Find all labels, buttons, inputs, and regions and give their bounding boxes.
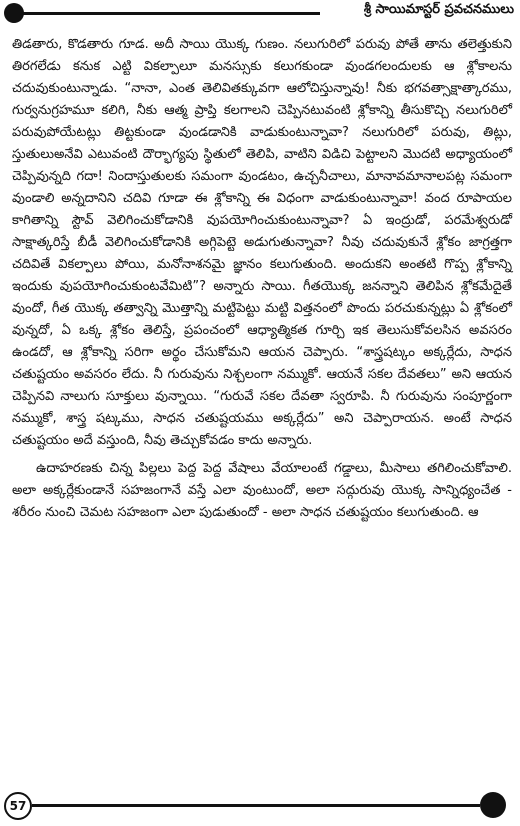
- running-title: శ్రీ సాయిమాస్టర్ ప్రవచనములు: [363, 2, 514, 17]
- footer-ornament-dot: [480, 792, 506, 818]
- header-rule: [20, 12, 320, 15]
- paragraph-1: తిడతారు, కొడతారు గూడ. అదీ సాయి యొక్క గుణం. నలుగురిలో పరువు పోతే తాను తలెత్తుకుని తిరగలేడు కనుక ఎట్టి వికల్పాలూ మనస్సుకు కలుగకుండా వుండగలందులకు ఆ శ్లోకాలను చదువుకుంటున్నాడు. “నానా, ఎంత తెలివితక్కువగా ఆలోచిస్తున్నావు! నీకు భగవత్సాక్షాత్కారము, గుర్వనుగ్రహమూ కలిగి, నీకు ఆత్మ ప్రాప్తి కలగాలని చెప్పినటువంటి శ్లోకాన్ని తీసుకొచ్చి నలుగురిలో పరువుపోయేటట్లు తిట్టకుండా వుండడానికి వాడుకుంటున్నావా? నలుగురిలో పరువు, తిట్లు, స్తుతులుఅనేవి ఎటువంటి దౌర్భాగ్యపు స్థితులో తెలిపి, వాటిని విడిచి పెట్టాలని మొదటి అధ్యాయంలో చెప్పివున్నది గదా! నిందాస్తుతులకు సమంగా వుండటం, ఉచ్చనీచాలు, మానావమానాలపట్ల సమంగా వుండాలి అన్నదానిని చదివి గూడా ఈ శ్లోకాన్ని ఈ విధంగా వాడుకుంటున్నావా! వంద రూపాయల కాగితాన్ని స్టౌవ్ వెలిగించుకోడానికి వుపయోగించుకుంటున్నావా? ఏ ఇంద్రుడో, పరమేశ్వరుడో సాక్షాత్కరిస్తే బీడీ వెలిగించుకోడానికి అగ్గిపెట్టె అడుగుతున్నావా? నీవు చదువుకునే శ్లోకం జాగ్రత్తగా చదివితే వికల్పాలు పోయి, మనోనాశనమై జ్ఞానం కలుగుతుంది. అందుకని అంతటి గొప్ప శ్లోకాన్ని ఇందుకు వుపయోగించుకుంటవేమిటి”? అన్నారు సాయి. గీతయొక్క జనన్నాని తెలిపిన శ్లోకమేదైతే వుందో, గీత యొక్క తత్వాన్ని మొత్తాన్ని మట్టిపెట్టు మట్టి విత్తనంలో పొందు పరచుకున్నట్లు ఏ శ్లోకంలో వున్నదో, ఏ ఒక్క శ్లోకం తెలిస్తే, ప్రపంచంలో ఆధ్యాత్మికత గూర్చి ఇక తెలుసుకోవలసిన అవసరం ఉండదో, ఆ శ్లోకాన్ని సరిగా అర్థం చేసుకోమని ఆయన చెప్పారు. “శాస్త్రషట్కం అక్కర్లేదు, సాధన చతుష్టయం అవసరం లేదు. నీ గురువును నిశ్చలంగా నమ్ముకో. ఆయనే సకల దేవతలు” అని ఆయన చెప్పినవి నాలుగు సూక్తులు వున్నాయి. “గురువే సకల దేవతా స్వరూపి. నీ గురువును సంపూర్ణంగా నమ్ముకో, శాస్త్ర షట్కము, సాధన చతుష్టయము అక్కర్లేదు” అని చెప్పారాయన. అంటే సాధన చతుష్టయం అదే వస్తుంది, నీవు తెచ్చుకోవడం కాదు అన్నారు.: [12, 37, 512, 448]
- footer-rule: [32, 804, 480, 807]
- body-text: [12, 34, 512, 524]
- page-header: [0, 0, 520, 30]
- paragraph-2: ఉదాహరణకు చిన్న పిల్లలు పెద్ద పెద్ద వేషాలు వేయాలంటే గడ్డాలు, మీసాలు తగిలించుకోవాలి. అలా అక్కర్లేకుండానే సహజంగానే వస్తే ఎలా వుంటుందో, అలా సద్గురువు యొక్క సాన్నిధ్యంచేత - శరీరం నుంచి చెమట సహజంగా ఎలా పుడుతుందో - అలా సాధన చతుష్టయం కలుగుతుంది. ఆ: [12, 461, 512, 520]
- page-number: 57: [4, 792, 32, 820]
- page-footer: [0, 786, 520, 826]
